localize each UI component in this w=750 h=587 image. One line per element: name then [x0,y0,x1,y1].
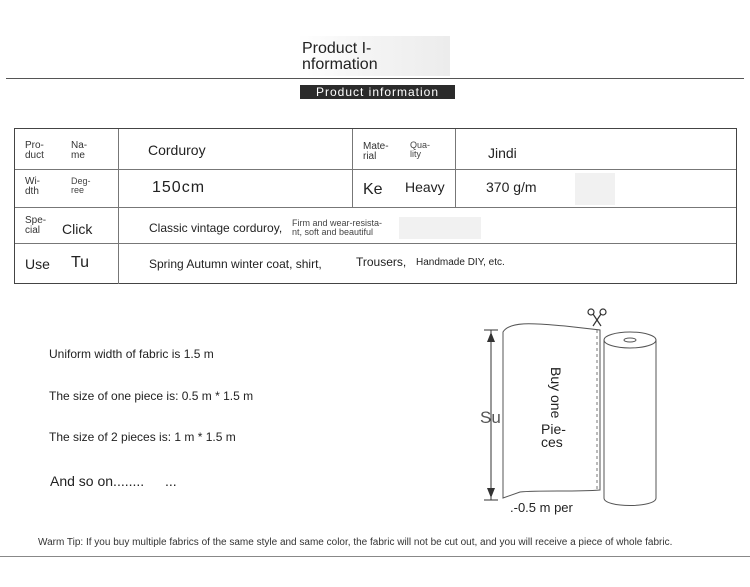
value-width: 150cm [152,179,206,196]
page-title: Product I- nformation [302,40,378,73]
label-name: Na- me [71,140,88,161]
label-quality: Qua- lity [410,140,431,159]
length-label: .-0.5 m per [510,500,573,515]
value-use-trousers: Trousers, [356,255,407,269]
info-and-so-on: And so on........ [50,473,145,489]
info-width: Uniform width of fabric is 1.5 m [49,347,214,361]
spec-table [14,128,737,284]
value-weight: 370 g/m [486,179,537,195]
table-col-divider [118,129,119,284]
pieces-label: Pie- ces [541,421,566,450]
value-use: Spring Autumn winter coat, shirt, [149,257,322,271]
value-features: Classic vintage corduroy, [149,221,283,235]
cell-shade [575,173,615,205]
label-use: Use [25,256,50,272]
table-col-divider [455,129,456,207]
info-ellipsis: ... [165,473,177,489]
scissors-icon [587,309,603,325]
buy-one-label: Buy one [548,367,564,419]
table-row-divider [15,243,736,244]
value-product-name: Corduroy [148,142,206,158]
value-material: Jindi [488,145,517,161]
label-special: Spe- cial [25,215,47,236]
section-badge: Product information [300,85,455,99]
cell-shade [399,217,481,239]
table-col-divider [352,129,353,207]
label-material: Mate- rial [363,141,389,162]
dimension-label: Su [480,408,501,427]
label-degree: Deg- ree [71,176,91,195]
label-click: Click [62,221,93,237]
table-row-divider [15,207,736,208]
footer-divider [0,556,750,557]
label-tu: Tu [71,254,90,271]
value-features-note: Firm and wear-resista- nt, soft and beautiful [292,218,383,237]
table-row-divider [15,169,736,170]
label-width: Wi- dth [25,176,40,197]
label-weight: Ke [363,181,383,198]
info-one-piece: The size of one piece is: 0.5 m * 1.5 m [49,389,254,403]
label-product: Pro- duct [25,140,44,161]
warm-tip: Warm Tip: If you buy multiple fabrics of the same style and same color, the fabric will not be cut out, and you will receive a piece of whole fabric. [38,537,673,548]
header-divider [6,78,744,79]
label-heavy: Heavy [405,179,445,195]
info-two-pieces: The size of 2 pieces is: 1 m * 1.5 m [49,430,236,444]
value-use-note: Handmade DIY, etc. [416,257,505,268]
